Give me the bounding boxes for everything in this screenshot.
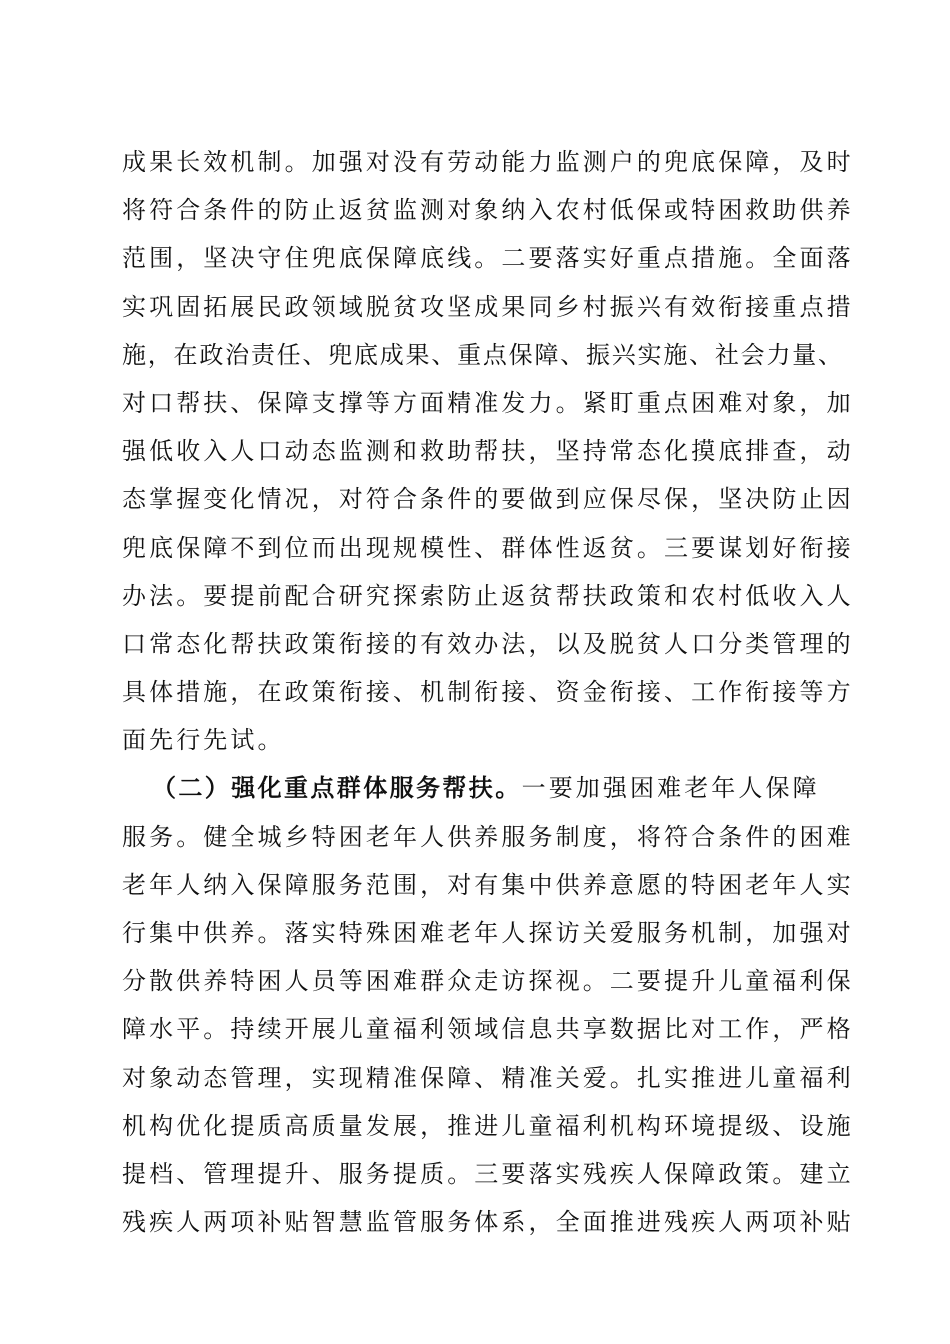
paragraph-line: 施，在政治责任、兜底成果、重点保障、振兴实施、社会力量、 [122,340,842,369]
paragraph-line: 障水平。持续开展儿童福利领域信息共享数据比对工作，严格 [122,1015,854,1044]
paragraph-line: 面先行先试。 [122,726,285,755]
paragraph-line: 对口帮扶、保障支撑等方面精准发力。紧盯重点困难对象，加 [122,388,854,417]
paragraph-line: 机构优化提质高质量发展，推进儿童福利机构环境提级、设施 [122,1111,854,1140]
section-first-line-text: 一要加强困难老年人保障 [521,774,820,803]
paragraph-line: 将符合条件的防止返贫监测对象纳入农村低保或特困救助供养 [122,196,854,225]
paragraph-line: 成果长效机制。加强对没有劳动能力监测户的兜底保障，及时 [122,148,854,176]
paragraph-line: 服务。健全城乡特困老年人供养服务制度，将符合条件的困难 [122,822,854,851]
document-body [122,138,854,1246]
paragraph-line: 范围，坚决守住兜底保障底线。二要落实好重点措施。全面落 [122,244,854,273]
paragraph-line: 实巩固拓展民政领域脱贫攻坚成果同乡村振兴有效衔接重点措 [122,292,854,321]
paragraph-line: 行集中供养。落实特殊困难老年人探访关爱服务机制，加强对 [122,919,854,947]
paragraph-line: 办法。要提前配合研究探索防止返贫帮扶政策和农村低收入人 [122,581,854,610]
paragraph-line: 分散供养特困人员等困难群众走访探视。二要提升儿童福利保 [122,967,854,996]
paragraph-line: 兜底保障不到位而出现规模性、群体性返贫。三要谋划好衔接 [122,533,854,562]
paragraph-line: 对象动态管理，实现精准保障、精准关爱。扎实推进儿童福利 [122,1063,854,1092]
paragraph-line: 口常态化帮扶政策衔接的有效办法，以及脱贫人口分类管理的 [122,629,854,658]
paragraph-line: 残疾人两项补贴智慧监管服务体系，全面推进残疾人两项补贴 [122,1208,854,1237]
paragraph-line: 老年人纳入保障服务范围，对有集中供养意愿的特困老年人实 [122,870,854,899]
section-heading: （二）强化重点群体服务帮扶。 [152,774,522,803]
section-heading-line [122,764,842,812]
paragraph-line: 提档、管理提升、服务提质。三要落实残疾人保障政策。建立 [122,1159,854,1188]
paragraph-line: 具体措施，在政策衔接、机制衔接、资金衔接、工作衔接等方 [122,678,854,707]
paragraph-line: 态掌握变化情况，对符合条件的要做到应保尽保，坚决防止因 [122,485,854,514]
paragraph-line: 强低收入人口动态监测和救助帮扶，坚持常态化摸底排查，动 [122,437,854,466]
